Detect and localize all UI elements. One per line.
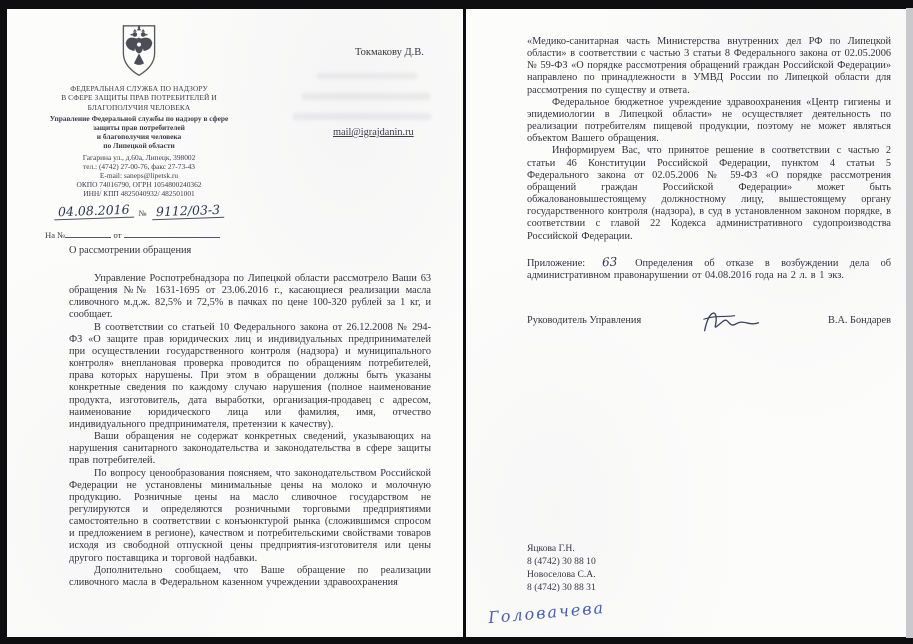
letterhead-org-name bbox=[31, 84, 247, 112]
body-paragraph: Дополнительно сообщаем, что Ваше обращение по реализации сливочного масла в Федеральном казенном учреждении здравоохранения bbox=[69, 564, 431, 588]
body-paragraph: Федеральное бюджетное учреждение здравоохранения «Центр гигиены и эпидемиологии в Липецкой области» не осуществляет деятельность по реализации потребителям пищевой продукции, поэтому не может являться объектом Вашего обращения. bbox=[527, 96, 891, 145]
handwritten-outgoing-number: 9112/03-3 bbox=[152, 203, 225, 221]
letter-page-1 bbox=[7, 9, 463, 637]
letterhead-dept-line: защиты прав потребителей bbox=[93, 123, 185, 133]
handwritten-attachment-count: 63 bbox=[602, 254, 619, 270]
registration-line bbox=[31, 200, 247, 219]
signer-name: В.А. Бондарев bbox=[828, 315, 891, 327]
letterhead-inn-line: ИНН/ КПП 4825040932/ 482501001 bbox=[83, 189, 195, 199]
executor-contacts bbox=[527, 542, 596, 594]
signature-row bbox=[527, 306, 891, 336]
letterhead-contact-block bbox=[31, 154, 247, 199]
executor-name: Яцкова Г.Н. bbox=[527, 543, 575, 554]
body-paragraph: В соответствии со статьей 10 Федерального закона от 26.12.2008 № 294-ФЗ «О защите прав юридических лиц и индивидуальных предпринимателей при осуществлении государственного контроля (надзора) и муниципального контроля» внеплановая проверка проводится по обращениям потребителей, права которых нарушены. При этом в обращении должны быть указаны конкретные сведения по каждому случаю нарушения (полное наименование продукта, изготовитель, дата выработки, организация-продавец с адресом, наименование юридического лица или фамилия, имя, отчество индивидуального предпринимателя, претензии к качеству). bbox=[69, 321, 431, 430]
number-symbol: № bbox=[138, 207, 147, 218]
body-paragraph: «Медико-санитарная часть Министерства внутренних дел РФ по Липецкой области» в соответствии с частью 3 статьи 8 Федерального закона от 02.05.2006 № 59-ФЗ «О порядке рассмотрения обращений граждан Российской Федерации» направлено по принадлежности в УМВД России по Липецкой области для рассмотрения по существу и ответа. bbox=[527, 36, 891, 96]
executor-phone: 8 (4742) 30 88 10 bbox=[527, 556, 596, 567]
faded-redacted-text bbox=[293, 113, 431, 120]
letterhead-email-line: E-mail: saneps@lipetsk.ru bbox=[99, 171, 179, 181]
page2-body bbox=[527, 36, 891, 336]
body-paragraph: Информируем Вас, что принятое решение в соответствии с частью 2 статьи 46 Конституции Российской Федерации, пунктом 4 статьи 5 Федерального закона от 02.05.2006 № 59-ФЗ «О порядке рассмотрения обращений граждан Российской Федерации» может быть обжаловановышестоящему должностному лицу, вышестоящему органу государственного контроля (надзора), в суд в установленном законом порядке, в соответствии с главой 22 Кодекса административного судопроизводства Российской Федерации. bbox=[527, 145, 891, 242]
page1-body bbox=[69, 245, 431, 589]
faded-redacted-text bbox=[302, 93, 430, 100]
addressee-email: mail@igrajdanin.ru bbox=[333, 127, 414, 138]
bondarev-signature-scribble bbox=[700, 306, 764, 336]
addressee-name: Токмакову Д.В. bbox=[355, 47, 424, 58]
letter-page-2 bbox=[466, 9, 906, 637]
executor-name: Новоселова С.А. bbox=[527, 569, 596, 580]
letterhead-okpo-line: ОКПО 74016790, ОГРН 1054800240362 bbox=[76, 180, 202, 190]
letterhead-org-line: В СФЕРЕ ЗАЩИТЫ ПРАВ ПОТРЕБИТЕЛЕЙ И bbox=[61, 93, 217, 103]
letterhead-address-line: тел.: (4742) 27-00-76, факс 27-73-43 bbox=[83, 162, 195, 172]
letter-subject: О рассмотрении обращения bbox=[69, 245, 192, 256]
executor-phone: 8 (4742) 30 88 31 bbox=[527, 582, 596, 593]
letterhead-dept-line: Управление Федеральной службы по надзору в сфере bbox=[49, 114, 229, 124]
letterhead-org-line: ФЕДЕРАЛЬНАЯ СЛУЖБА ПО НАДЗОРУ bbox=[70, 84, 208, 93]
reply-ref-ot-label: от bbox=[113, 229, 122, 240]
letterhead bbox=[31, 23, 247, 240]
coat-of-arms-emblem bbox=[116, 23, 162, 79]
handwritten-signature: Головачева bbox=[487, 597, 606, 628]
letterhead-dept-line: по Липецкой области bbox=[103, 140, 175, 150]
body-paragraph: Управление Роспотребнадзора по Липецкой области рассмотрело Ваши 63 обращения №№ 1631-1695 от 23.06.2016 г., касающиеся реализации масла сливочного м.д.ж. 82,5% и 72,5% в пачках по цене 100-320 рублей за 1 кг, и сообщает. bbox=[69, 273, 431, 321]
body-paragraph: По вопросу ценообразования поясняем, что законодательством Российской Федерации не установлены минимальные цены на молоко и молочную продукцию. Розничные цены на масло сливочное государством не регулируются и определяются розничными торговыми предприятиями самостоятельно в соответствии с конъюнктурой рынка (сложившимся спросом и предложением в регионе), качеством и потребительскими свойствами товаров исходя из свободной отпускной цены предприятия-изготовителя или цены другого поставщика и торговой надбавки. bbox=[69, 467, 431, 564]
reply-ref-number-blank bbox=[65, 228, 111, 238]
letterhead-department-name bbox=[31, 115, 247, 150]
letterhead-dept-line: и благополучия человека bbox=[96, 131, 182, 141]
faded-redacted-text bbox=[317, 73, 417, 79]
body-paragraph: Ваши обращения не содержат конкретных сведений, указывающих на нарушения санитарного законодательства и законодательства в сфере защиты прав потребителей. bbox=[69, 431, 431, 467]
reply-reference-line bbox=[31, 228, 247, 240]
reply-ref-na-label: На № bbox=[45, 229, 66, 240]
reply-ref-date-blank bbox=[124, 228, 220, 238]
handwritten-date: 04.08.2016 bbox=[54, 203, 134, 221]
attachment-label: Приложение: bbox=[527, 257, 586, 269]
letterhead-org-line: БЛАГОПОЛУЧИЯ ЧЕЛОВЕКА bbox=[87, 102, 191, 112]
letterhead-address-line: Гагарина ул., д.60а, Липецк, 398002 bbox=[82, 153, 196, 163]
attachment-line bbox=[527, 256, 891, 282]
scan-edge-strip bbox=[906, 8, 913, 638]
signer-title: Руководитель Управления bbox=[527, 315, 642, 327]
attachment-text: Определения об отказе в возбуждении дела об административном правонарушении от 04.08.2016 года на 2 л. в 1 экз. bbox=[527, 257, 891, 281]
